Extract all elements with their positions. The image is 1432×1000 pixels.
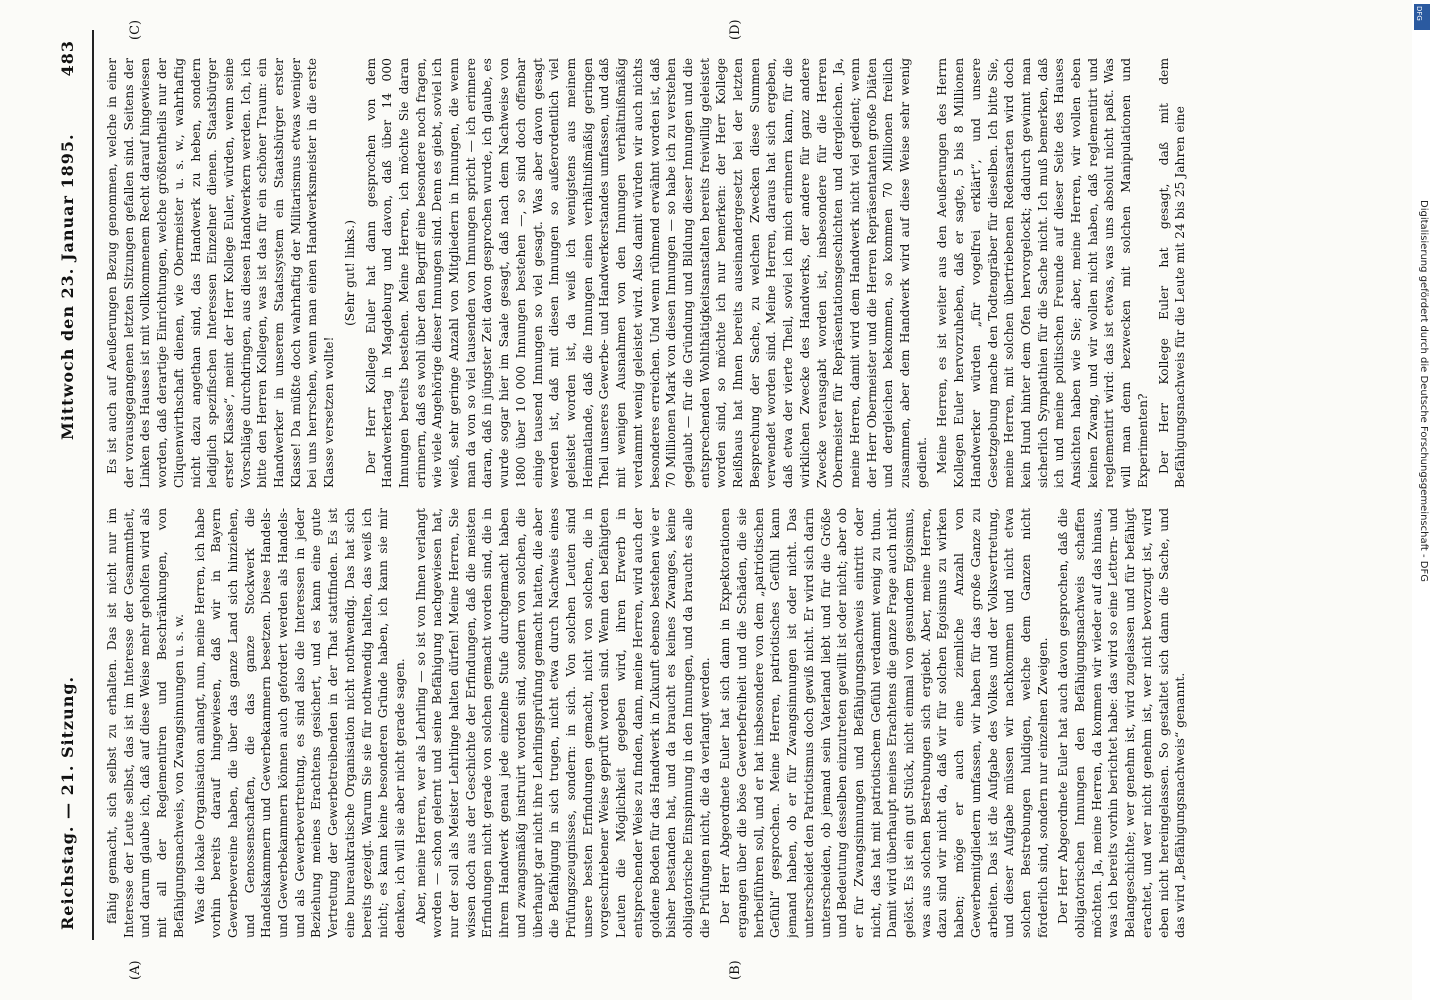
margin-mark-d: (D) [728, 19, 743, 40]
dfg-logo [1414, 4, 1430, 30]
interjection: (Sehr gut! links.) [342, 219, 357, 327]
paragraph: Was die lokale Organisation anlangt, nun, meine Herren, ich habe vorhin bereits darauf hingewiesen, daß wir in Bayern Gewerbevereine haben, die über das ganze Land sich hinziehen, und Genossenschaften, die das ganze Stockwerk die Handelskammern und Gewerbekammern besetzen. Diese Handels- und Gewerbekammern können auch gefordert werden als Handels- und als Gewerbevertretung, es sind also die Interessen in jeder Beziehung meines Erachtens gesichert, und es kann eine gute Vertretung der Gewerbetreibenden in der That stattfinden. Es ist eine bureaukratische Organisation nicht nothwendig. Das hat sich bereits gezeigt. Warum Sie sie für nothwendig halten, das weiß ich nicht; es kann keine besonderen Gründe haben, ich kann sie mir denken, ich will sie aber nicht gerade sagen. [192, 508, 407, 938]
paragraph: Der Herr Abgeordnete Euler hat auch davon gesprochen, daß die obligatorischen Innungen den Befähigungsnachweis schaffen möchten. Ja, meine Herren, da kommen wir wieder auf das hinaus, was ich bereits vorhin berichtet habe: das wird so eine Lettern- und Belangeschichte; wer genehm ist, wird zugelassen und für befähigt erachtet, und wer nicht genehm ist, wer nicht bevorzugt ist, wird eben nicht hereingelassen. So gestaltet sich dann die Sache, und das wird „Befähigungsnachweis“ genannt. [1056, 508, 1188, 938]
margin-mark-c: (C) [128, 19, 143, 40]
header-rule [92, 30, 94, 940]
dfg-logo-text: DFG [1415, 6, 1423, 21]
paragraph: Der Herr Kollege Euler hat dann gesprochen von dem Handwerkertag in Magdeburg und davon, daß über 14 000 Innungen bereits bestehen. Meine Herren, ich möchte Sie daran erinnern, daß es wohl über den Begriff eine besondere noch fragen, wie viele Angehörige dieser Innungen sind. Denn es giebt, soviel ich weiß, sehr geringe Anzahl von Mitgliedern in Innungen, die wenn man da von so viel tausenden von Innungen spricht — ich erinnere daran, daß in jüngster Zeit davon gesprochen wurde, ich glaube, es wurde sogar hier im Saale gesagt, daß nach dem Nachweise von 1800 über 10 000 Innungen bestehen —, so sind doch offenbar einige tausend Innungen so viel gesagt. Was aber davon gesagt werden ist, daß mit diesen Innungen so außerordentlich viel geleistet worden ist, da weiß ich wenigstens aus meinem Heimatlande, daß die Innungen einen verhältnißmäßig geringen Theil unseres Gewerbe- und Handwerkerstandes umfassen, und daß mit wenigen Ausnahmen von den Innungen verhältnißmäßig verdammt wenig geleistet wird. Also damit würden wir auch nichts besonderes erreichen. Und wenn rühmend erwähnt worden ist, daß 70 Millionen Mark von diesen Innungen — so habe ich zu verstehen geglaubt — für die Gründung und Bildung dieser Innungen und die entsprechenden Wohlthätigkeitsanstalten bereits freiwillig geleistet worden sind, so möchte ich nur bemerken: der Herr Kollege Reißhaus hat Ihnen bereits auseinandergesetzt bei der letzten Besprechung der Sache, zu welchen Zwecken diese Summen verwendet worden sind. Meine Herren, daraus hat sich ergeben, daß etwa der vierte Theil, soviel ich mich erinnern kann, für die wirklichen Zwecke des Handwerks, der andere für ganz andere Zwecke verausgabt worden ist, insbesondere für die Herren Obermeister für Repräsentationsgeschichten und dergleichen. Ja, meine Herren, damit wird dem Handwerk nicht viel gedient; wenn der Herr Obermeister und die Herren Repräsentanten große Diäten und dergleichen bekommen, so kommen 70 Millionen freilich zusammen, aber dem Handwerk wird auf diese Weise sehr wenig gedient. [363, 58, 929, 488]
header-center: Mittwoch den 23. Januar 1895. [58, 133, 77, 440]
column-left [104, 508, 1369, 938]
rotated-page-content [8, 0, 1408, 1000]
paragraph: Der Herr Abgeordnete Euler hat sich dann in Expektorationen ergangen über die böse Gewerbefreiheit und die Schäden, die sie herbeiführen soll, und er hat insbesondere von dem „patriotischen Gefühl“ gesprochen. Meine Herren, patriotisches Gefühl kann jemand haben, ob er für Zwangsinnungen ist oder nicht. Das unterscheidet den Patriotismus doch gewiß nicht. Er wird sich darin unterscheiden, ob jemand sein Vaterland liebt und für die Größe und Bedeutung desselben einzutreten gewillt ist oder nicht; aber ob er für Zwangsinnungen und Befähigungsnachweis eintritt oder nicht, das hat mit patriotischem Gefühl verdammt wenig zu thun. Damit wird überhaupt meines Erachtens die ganze Frage auch nicht gelöst. Es ist ein gut Stück, nicht einmal von gesundem Egoismus, was aus solchen Bestrebungen sich ergiebt. Aber, meine Herren, dazu sind wir nicht da, daß wir für solchen Egoismus zu wirken haben; möge er auch eine ziemliche Anzahl von Gewerbemitgliedern umfassen, wir haben für das große Ganze zu arbeiten. Das ist die Aufgabe des Volkes und der Volksvertretung, und dieser Aufgabe müssen wir nachkommen und nicht etwa solchen Bestrebungen huldigen, welche dem Ganzen nicht förderlich sind, sondern nur einzelnen Zweigen. [718, 508, 1050, 938]
margin-mark-b: (B) [728, 960, 743, 980]
page-number: 483 [58, 40, 77, 77]
margin-mark-a: (A) [128, 960, 143, 980]
paragraph: Meine Herren, es ist weiter aus den Aeußerungen des Herrn Kollegen Euler hervorzuheben, daß er sagte, 5 bis 8 Millionen Handwerker würden „für vogelfrei erklärt“, und unsere Gesetzgebung mache den Todtengräber für dieselben. Ich bitte Sie, meine Herren, mit solchen übertriebenen Redensarten wird doch kein Hund hinter dem Ofen hervorgelockt; dadurch gewinnt man sicherlich Sympathien für die Sache nicht. Ich muß bemerken, daß ich und meine politischen Freunde auf dieser Seite des Hauses Ansichten haben wie Sie; aber, meine Herren, wir wollen eben keinen Zwang, und wir wollen nicht haben, daß reglementirt und reglementirt wird: das ist etwas, was uns absolut nicht paßt. Was will man denn bezwecken mit solchen Manipulationen und Experimenten? [935, 58, 1150, 488]
paragraph: Aber, meine Herren, wer als Lehrling — so ist von Ihnen verlangt worden — schon gelernt und seine Befähigung nachgewiesen hat, nur der soll als Meister Lehrlinge halten dürfen! Meine Herren, Sie wissen doch aus der Geschichte der Erfindungen, daß die meisten Erfindungen nicht gerade von solchen gemacht worden sind, die in ihrem Handwerk genau jede einzelne Stufe durchgemacht haben und zwangsmäßig instruirt worden sind, sondern von solchen, die überhaupt gar nicht ihre Lehrlingsprüfung gemacht hatten, die aber die Befähigung in sich trugen, nicht etwa durch Nachweis eines Prüfungszeugnisses, sondern: in sich. Von solchen Leuten sind unsere besten Erfindungen gemacht, nicht von solchen, die in vorgeschriebener Weise geprüft worden sind. Wenn den befähigten Leuten die Möglichkeit gegeben wird, ihren Erwerb in entsprechender Weise zu finden, dann, meine Herren, wird auch der goldene Boden für das Handwerk in Zukunft ebenso bestehen wie er bisher bestanden hat, und da braucht es keines Zwanges, keine obligatorische Einspinnung in den Innungen, und da braucht es alle die Prüfungen nicht, die da verlangt werden. [413, 508, 712, 938]
column-right [104, 58, 1369, 488]
paragraph: Der Herr Kollege Euler hat gesagt, daß mit dem Befähigungsnachweis für die Leute mit 24 bis 25 Jahren eine [1156, 58, 1188, 488]
paragraph: Es ist auch auf Aeußerungen Bezug genommen, welche in einer der vorausgegangenen letzten Sitzungen gefallen sind. Seitens der Linken des Hauses ist mit vollkommenem Recht darauf hingewiesen worden, daß derartige Einrichtungen, welche größtentheils nur der Cliquenwirthschaft dienen, wie Obermeister u. s. w., wahrhaftig nicht dazu angethan sind, das Handwerk zu heben, sondern lediglich spezifischen Interessen Einzelner dienen. Staatsbürger erster Klasse“, meint der Herr Kollege Euler, würden, wenn seine Vorschläge durchdringen, aus diesen Handwerkern werden. Ich, ich bitte den Herren Kollegen, was ist das für ein schöner Traum: ein Handwerker in unserem Staatssystem ein Staatsbürger erster Klasse! Da müßte doch wahrhaftig der Militarismus etwas weniger bei uns herrschen, wenn man einen Handwerksmeister in die erste Klasse versetzen wollte! [105, 58, 337, 488]
digitization-note: Digitalisierung gefördert durch die Deutsche Forschungsgemeinschaft - DFG [1418, 200, 1429, 583]
header-left: Reichstag. — 21. Sitzung. [58, 675, 77, 930]
paragraph: fähig gemacht, sich selbst zu erhalten. Das ist nicht nur im Interesse der Leute selbst, das ist im Interesse der Gesammtheit, und darum glaube ich, daß auf diese Weise mehr geholfen wird als mit all der Reglementiren und Beschränkungen, von Befähigungsnachweis, von Zwangsinnungen u. s. w. [105, 508, 186, 938]
